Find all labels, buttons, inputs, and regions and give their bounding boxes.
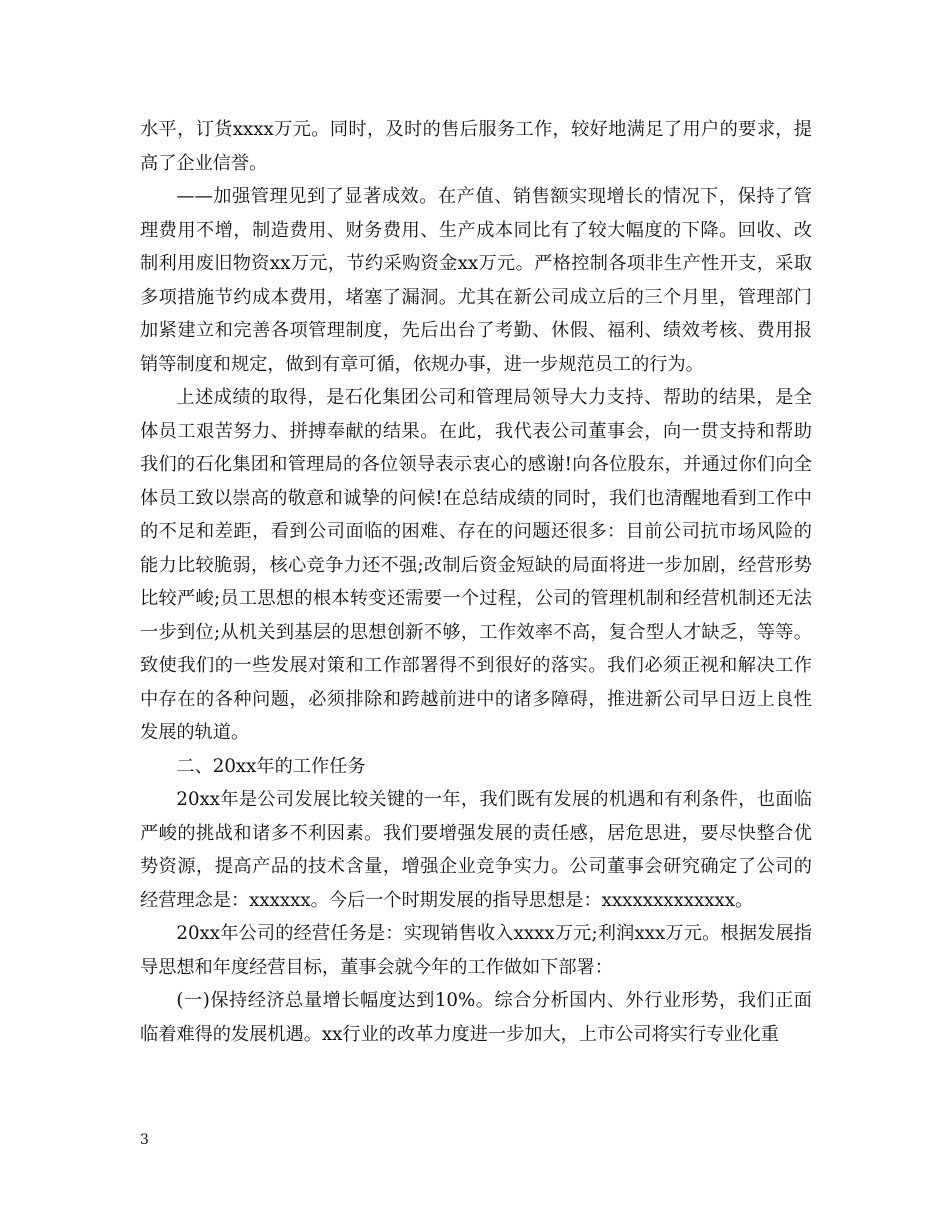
paragraph-acknowledgement-problems: 上述成绩的取得，是石化集团公司和管理局领导大力支持、帮助的结果，是全体员工艰苦努力、拼搏奉献的结果。在此，我代表公司董事会，向一贯支持和帮助我们的石化集团和管理局的各位领导表示衷心的感谢!向各位股东，并通过你们向全体员工致以崇高的敬意和诚挚的问候!在总结成绩的同时，我们也清醒地看到工作中的不足和差距，看到公司面临的困难、存在的问题还很多：目前公司抗市场风险的能力比较脆弱，核心竞争力还不强;改制后资金短缺的局面将进一步加剧，经营形势比较严峻;员工思想的根本转变还需要一个过程，公司的管理机制和经营机制还无法一步到位;从机关到基层的思想创新不够，工作效率不高，复合型人才缺乏，等等。致使我们的一些发展对策和工作部署得不到很好的落实。我们必须正视和解决工作中存在的各种问题，必须排除和跨越前进中的诸多障碍，推进新公司早日迈上良性发展的轨道。 [140, 387, 812, 743]
paragraph-management-results: ——加强管理见到了显著成效。在产值、销售额实现增长的情况下，保持了管理费用不增，制造费用、财务费用、生产成本同比有了较大幅度的下降。回收、改制利用废旧物资xx万元，节约采购资金xx万元。严格控制各项非生产性开支，采取多项措施节约成本费用，堵塞了漏洞。尤其在新公司成立后的三个月里，管理部门加紧建立和完善各项管理制度，先后出台了考勤、休假、福利、绩效考核、费用报销等制度和规定，做到有章可循，依规办事，进一步规范员工的行为。 [140, 186, 812, 375]
paragraph-business-targets: 20xx年公司的经营任务是：实现销售收入xxxx万元;利润xxx万元。根据发展指导思想和年度经营目标，董事会就今年的工作做如下部署： [140, 923, 812, 978]
document-body [140, 113, 812, 1051]
page-number: 3 [140, 1132, 149, 1148]
paragraph-growth-item-one: (一)保持经济总量增长幅度达到10%。综合分析国内、外行业形势，我们正面临着难得的发展机遇。xx行业的改革力度进一步加大，上市公司将实行专业化重 [140, 990, 812, 1045]
paragraph-development-guidance: 20xx年是公司发展比较关键的一年，我们既有发展的机遇和有利条件，也面临严峻的挑战和诸多不利因素。我们要增强发展的责任感，居危思进，要尽快整合优势资源，提高产品的技术含量，增强企业竞争实力。公司董事会研究确定了公司的经营理念是：xxxxxx。今后一个时期发展的指导思想是：xxxxxxxxxxxxx。 [140, 789, 812, 911]
section-heading-work-tasks: 二、20xx年的工作任务 [176, 755, 366, 777]
paragraph-continuation: 水平，订货xxxx万元。同时，及时的售后服务工作，较好地满足了用户的要求，提高了企业信誉。 [140, 119, 812, 174]
